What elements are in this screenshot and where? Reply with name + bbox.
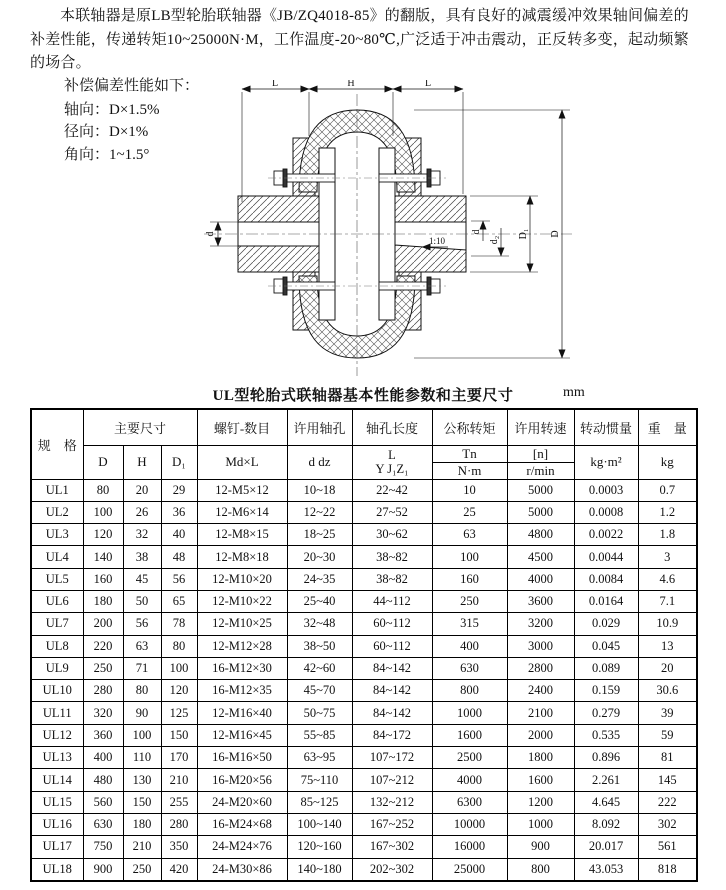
table-cell: 24-M20×60: [197, 791, 287, 813]
table-cell: 0.535: [574, 724, 638, 746]
table-cell: 222: [638, 791, 697, 813]
table-cell: 800: [432, 680, 507, 702]
table-cell: 3200: [507, 613, 574, 635]
table-row: [31, 657, 697, 679]
table-cell: 132~212: [352, 791, 432, 813]
table-cell: 48: [161, 546, 197, 568]
table-cell: 2000: [507, 724, 574, 746]
table-cell: 0.7: [638, 479, 697, 501]
table-cell: 120: [83, 524, 123, 546]
table-cell: UL7: [31, 613, 83, 635]
table-cell: 16-M12×35: [197, 680, 287, 702]
col-bore-sub: d dz: [287, 445, 352, 479]
table-cell: 59: [638, 724, 697, 746]
table-cell: 12-M6×14: [197, 501, 287, 523]
table-cell: 85~125: [287, 791, 352, 813]
table-cell: UL11: [31, 702, 83, 724]
table-cell: 12-M10×22: [197, 590, 287, 612]
table-cell: 630: [432, 657, 507, 679]
table-cell: 84~142: [352, 657, 432, 679]
table-cell: 280: [83, 680, 123, 702]
table-cell: 170: [161, 747, 197, 769]
table-cell: 4000: [432, 769, 507, 791]
table-cell: 150: [123, 791, 161, 813]
table-cell: 0.0084: [574, 568, 638, 590]
table-cell: 5000: [507, 501, 574, 523]
table-cell: 12-M5×12: [197, 479, 287, 501]
table-cell: 107~212: [352, 769, 432, 791]
table-cell: 1000: [432, 702, 507, 724]
table-cell: 130: [123, 769, 161, 791]
col-bore-length-sub: [352, 445, 432, 479]
table-cell: 160: [432, 568, 507, 590]
table-cell: 22~42: [352, 479, 432, 501]
table-cell: 107~172: [352, 747, 432, 769]
table-title: UL型轮胎式联轴器基本性能参数和主要尺寸: [212, 388, 514, 404]
table-cell: 25: [432, 501, 507, 523]
table-cell: 38~82: [352, 546, 432, 568]
table-cell: 255: [161, 791, 197, 813]
table-cell: 145: [638, 769, 697, 791]
table-cell: 1600: [432, 724, 507, 746]
table-cell: 202~302: [352, 858, 432, 881]
col-speed-unit: r/min: [507, 462, 574, 479]
table-cell: 100: [123, 724, 161, 746]
table-cell: 800: [507, 858, 574, 881]
table-cell: 900: [507, 836, 574, 858]
table-cell: 84~142: [352, 680, 432, 702]
table-cell: 80: [161, 635, 197, 657]
table-cell: 55~85: [287, 724, 352, 746]
table-cell: 120: [161, 680, 197, 702]
table-cell: UL8: [31, 635, 83, 657]
table-cell: 5000: [507, 479, 574, 501]
table-cell: 2500: [432, 747, 507, 769]
table-cell: 900: [83, 858, 123, 881]
table-cell: 84~142: [352, 702, 432, 724]
table-cell: 560: [83, 791, 123, 813]
table-cell: 280: [161, 813, 197, 835]
table-cell: 44~112: [352, 590, 432, 612]
table-cell: UL12: [31, 724, 83, 746]
table-cell: 210: [161, 769, 197, 791]
col-screws: 螺钉-数目: [197, 409, 287, 445]
table-cell: 18~25: [287, 524, 352, 546]
table-header: [31, 409, 697, 479]
table-cell: 56: [161, 568, 197, 590]
table-cell: 36: [161, 501, 197, 523]
table-cell: 0.0008: [574, 501, 638, 523]
table-cell: 0.0044: [574, 546, 638, 568]
col-main-dims: 主要尺寸: [83, 409, 197, 445]
table-row: [31, 724, 697, 746]
table-row: [31, 501, 697, 523]
table-cell: 7.1: [638, 590, 697, 612]
table-cell: 250: [123, 858, 161, 881]
table-cell: 140: [83, 546, 123, 568]
table-cell: 65: [161, 590, 197, 612]
table-cell: UL9: [31, 657, 83, 679]
dim-label-d-left: d: [205, 231, 216, 237]
spec-axial: 轴向：D×1.5%: [64, 101, 160, 118]
table-cell: 818: [638, 858, 697, 881]
table-row: [31, 680, 697, 702]
table-cell: 20~30: [287, 546, 352, 568]
table-row: [31, 791, 697, 813]
table-cell: 1.2: [638, 501, 697, 523]
table-cell: 0.029: [574, 613, 638, 635]
table-cell: 750: [83, 836, 123, 858]
table-cell: 10000: [432, 813, 507, 835]
table-cell: 1200: [507, 791, 574, 813]
table-cell: 3: [638, 546, 697, 568]
table-cell: 56: [123, 613, 161, 635]
table-cell: UL17: [31, 836, 83, 858]
table-cell: 12~22: [287, 501, 352, 523]
table-cell: 350: [161, 836, 197, 858]
table-cell: 0.279: [574, 702, 638, 724]
table-cell: 26: [123, 501, 161, 523]
table-cell: 2800: [507, 657, 574, 679]
table-cell: 420: [161, 858, 197, 881]
table-row: [31, 836, 697, 858]
table-cell: 63: [123, 635, 161, 657]
table-cell: 16000: [432, 836, 507, 858]
table-cell: 0.159: [574, 680, 638, 702]
table-cell: 81: [638, 747, 697, 769]
bore-length-sub1: L: [388, 447, 396, 462]
table-cell: 12-M16×45: [197, 724, 287, 746]
table-cell: UL5: [31, 568, 83, 590]
dim-label-D1: D₁: [518, 228, 529, 240]
table-row: [31, 479, 697, 501]
table-cell: 90: [123, 702, 161, 724]
table-cell: 1800: [507, 747, 574, 769]
col-bore-length: 轴孔长度: [352, 409, 432, 445]
table-cell: 2100: [507, 702, 574, 724]
table-cell: 400: [83, 747, 123, 769]
table-cell: 150: [161, 724, 197, 746]
table-cell: 100: [161, 657, 197, 679]
table-cell: 63~95: [287, 747, 352, 769]
table-cell: 110: [123, 747, 161, 769]
table-cell: 167~302: [352, 836, 432, 858]
table-cell: 140~180: [287, 858, 352, 881]
table-row: [31, 858, 697, 881]
table-cell: 71: [123, 657, 161, 679]
table-cell: 0.0003: [574, 479, 638, 501]
table-cell: 12-M12×28: [197, 635, 287, 657]
intro-subtitle: 补偿偏差性能如下：: [64, 78, 200, 95]
table-cell: UL18: [31, 858, 83, 881]
dim-label-L-right: L: [424, 80, 432, 89]
table-cell: UL10: [31, 680, 83, 702]
table-cell: 100: [432, 546, 507, 568]
table-cell: 32~48: [287, 613, 352, 635]
table-cell: 315: [432, 613, 507, 635]
table-cell: 80: [123, 680, 161, 702]
col-spec: 规 格: [31, 409, 83, 479]
table-cell: 60~112: [352, 635, 432, 657]
table-cell: 38~50: [287, 635, 352, 657]
spec-angular: 角向：1~1.5°: [64, 147, 150, 164]
table-cell: 13: [638, 635, 697, 657]
col-speed: 许用转速: [507, 409, 574, 445]
table-cell: 50: [123, 590, 161, 612]
table-cell: 32: [123, 524, 161, 546]
table-cell: 8.092: [574, 813, 638, 835]
table-cell: 0.0022: [574, 524, 638, 546]
table-row: [31, 702, 697, 724]
table-cell: 220: [83, 635, 123, 657]
parameters-table: [30, 408, 698, 882]
dim-label-d-right: d: [471, 229, 482, 235]
table-title-row: [0, 384, 726, 404]
table-cell: 10: [432, 479, 507, 501]
table-cell: 3000: [507, 635, 574, 657]
table-cell: 1000: [507, 813, 574, 835]
table-cell: 12-M8×18: [197, 546, 287, 568]
table-row: [31, 524, 697, 546]
col-inertia-unit: kg·m²: [574, 445, 638, 479]
table-cell: 40: [161, 524, 197, 546]
technical-drawing: [190, 80, 726, 382]
table-cell: 25~40: [287, 590, 352, 612]
table-cell: 60~112: [352, 613, 432, 635]
col-weight: 重 量: [638, 409, 697, 445]
table-cell: 30.6: [638, 680, 697, 702]
table-cell: UL3: [31, 524, 83, 546]
table-cell: 16-M24×68: [197, 813, 287, 835]
table-cell: 27~52: [352, 501, 432, 523]
table-cell: 20.017: [574, 836, 638, 858]
table-cell: 12-M10×20: [197, 568, 287, 590]
table-cell: 180: [83, 590, 123, 612]
table-row: [31, 590, 697, 612]
table-row: [31, 769, 697, 791]
table-cell: 20: [638, 657, 697, 679]
table-cell: 210: [123, 836, 161, 858]
table-cell: 75~110: [287, 769, 352, 791]
table-row: [31, 546, 697, 568]
taper-label: 1:10: [428, 236, 446, 246]
table-cell: 561: [638, 836, 697, 858]
table-cell: 16-M20×56: [197, 769, 287, 791]
table-cell: 2.261: [574, 769, 638, 791]
table-cell: 120~160: [287, 836, 352, 858]
table-cell: 400: [432, 635, 507, 657]
table-cell: 39: [638, 702, 697, 724]
col-D1: D₁: [161, 445, 197, 479]
table-cell: 100~140: [287, 813, 352, 835]
table-cell: 4000: [507, 568, 574, 590]
bore-length-sub2: Y J₁Z₁: [375, 462, 409, 476]
table-cell: UL6: [31, 590, 83, 612]
table-cell: 10.9: [638, 613, 697, 635]
table-cell: 12-M8×15: [197, 524, 287, 546]
col-torque: 公称转矩: [432, 409, 507, 445]
table-row: [31, 613, 697, 635]
col-H: H: [123, 445, 161, 479]
col-speed-symbol: [n]: [507, 445, 574, 462]
dim-label-d2: d₂: [489, 235, 500, 245]
table-row: [31, 568, 697, 590]
table-cell: 20: [123, 479, 161, 501]
table-cell: 30~62: [352, 524, 432, 546]
col-D: D: [83, 445, 123, 479]
table-cell: 302: [638, 813, 697, 835]
table-cell: 3600: [507, 590, 574, 612]
dim-label-H: H: [347, 80, 355, 89]
table-cell: 24-M24×76: [197, 836, 287, 858]
spec-radial: 径向：D×1%: [64, 124, 149, 141]
table-row: [31, 813, 697, 835]
table-cell: 2400: [507, 680, 574, 702]
table-row: [31, 635, 697, 657]
table-cell: UL16: [31, 813, 83, 835]
table-body: [31, 479, 697, 881]
table-cell: 0.0164: [574, 590, 638, 612]
table-cell: 78: [161, 613, 197, 635]
dim-label-D: D: [550, 230, 561, 238]
table-cell: 0.045: [574, 635, 638, 657]
table-unit: mm: [563, 385, 585, 400]
table-cell: UL2: [31, 501, 83, 523]
table-cell: 630: [83, 813, 123, 835]
table-cell: 0.089: [574, 657, 638, 679]
col-torque-unit: N·m: [432, 462, 507, 479]
table-cell: UL15: [31, 791, 83, 813]
table-cell: 4.645: [574, 791, 638, 813]
col-weight-unit: kg: [638, 445, 697, 479]
col-inertia: 转动惯量: [574, 409, 638, 445]
table-cell: 250: [432, 590, 507, 612]
table-cell: 6300: [432, 791, 507, 813]
table-cell: 42~60: [287, 657, 352, 679]
table-cell: 167~252: [352, 813, 432, 835]
table-cell: 125: [161, 702, 197, 724]
table-cell: 4800: [507, 524, 574, 546]
table-cell: UL14: [31, 769, 83, 791]
table-cell: 4.6: [638, 568, 697, 590]
table-cell: 63: [432, 524, 507, 546]
table-cell: 1.8: [638, 524, 697, 546]
table-cell: 38: [123, 546, 161, 568]
table-cell: 360: [83, 724, 123, 746]
dim-label-L-left: L: [271, 80, 279, 89]
col-bore: 许用轴孔: [287, 409, 352, 445]
table-cell: UL4: [31, 546, 83, 568]
table-cell: 84~172: [352, 724, 432, 746]
table-cell: 0.896: [574, 747, 638, 769]
table-cell: 38~82: [352, 568, 432, 590]
col-torque-symbol: Tn: [432, 445, 507, 462]
table-cell: 10~18: [287, 479, 352, 501]
table-cell: 160: [83, 568, 123, 590]
table-cell: 480: [83, 769, 123, 791]
table-cell: 80: [83, 479, 123, 501]
table-cell: 25000: [432, 858, 507, 881]
table-cell: 12-M10×25: [197, 613, 287, 635]
table-cell: 16-M16×50: [197, 747, 287, 769]
table-cell: 12-M16×40: [197, 702, 287, 724]
table-cell: 45: [123, 568, 161, 590]
table-cell: UL13: [31, 747, 83, 769]
table-cell: 200: [83, 613, 123, 635]
intro-paragraph: 本联轴器是原LB型轮胎联轴器《JB/ZQ4018-85》的翻版，具有良好的减震缓冲效果轴间偏差的补差性能，传递转矩10~25000N·M，工作温度-20~80℃,广泛适于冲击震动，正反转多变，起动频繁的场合。: [30, 8, 689, 72]
table-cell: 250: [83, 657, 123, 679]
table-cell: 45~70: [287, 680, 352, 702]
col-screws-sub: Md×L: [197, 445, 287, 479]
table-cell: 1600: [507, 769, 574, 791]
table-cell: 29: [161, 479, 197, 501]
table-row: [31, 747, 697, 769]
table-cell: 16-M12×30: [197, 657, 287, 679]
table-cell: 320: [83, 702, 123, 724]
table-cell: UL1: [31, 479, 83, 501]
table-cell: 43.053: [574, 858, 638, 881]
table-cell: 24-M30×86: [197, 858, 287, 881]
table-cell: 180: [123, 813, 161, 835]
table-cell: 50~75: [287, 702, 352, 724]
table-cell: 24~35: [287, 568, 352, 590]
table-cell: 100: [83, 501, 123, 523]
table-cell: 4500: [507, 546, 574, 568]
